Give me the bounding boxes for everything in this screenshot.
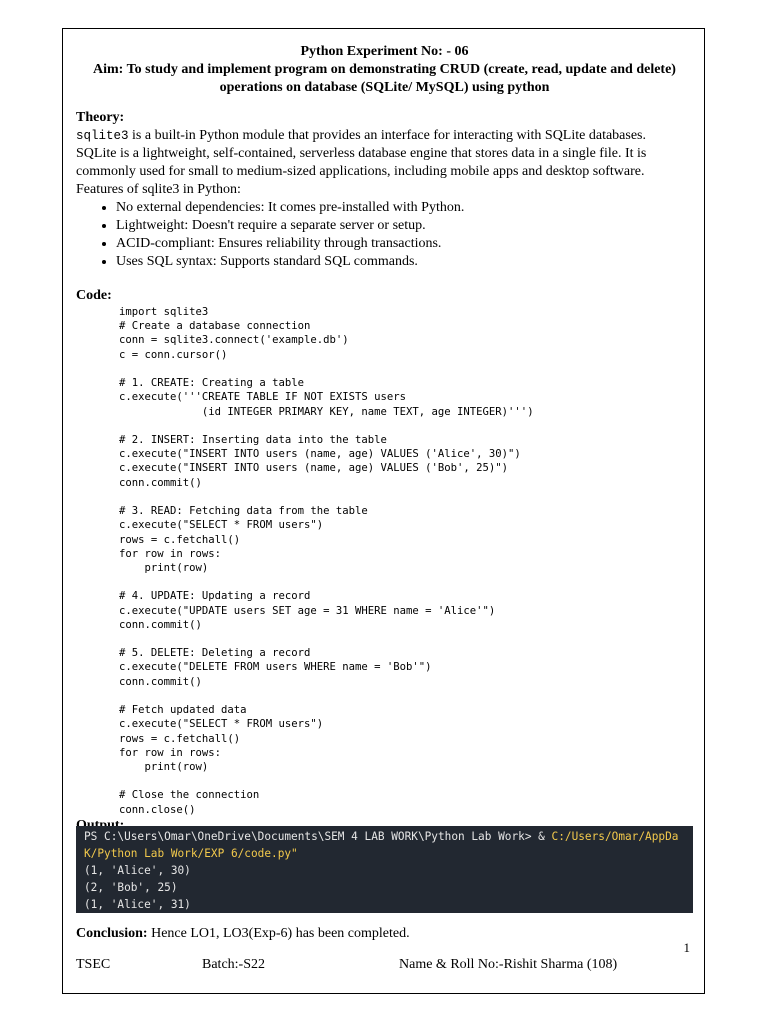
document-content bbox=[76, 43, 693, 835]
terminal-command bbox=[84, 828, 693, 845]
terminal-result-line: (1, 'Alice', 30) bbox=[84, 864, 191, 877]
feature-item: • ACID-compliant: Ensures reliability through transactions. bbox=[116, 235, 693, 253]
page-footer bbox=[76, 957, 676, 975]
code-block: import sqlite3 # Create a database connection conn = sqlite3.connect('example.db') c = conn.cursor() # 1. CREATE: Creating a table c.execute('''CREATE TABLE IF NOT EXISTS users (id INTEGER PRIMARY KEY, name TEXT, age INTEGER)''') # 2. INSERT: Inserting data into the table c.execute("INSERT INTO users (name, age) VALUES ('Alice', 30)") c.execute("INSERT INTO users (name, age) VALUES ('Bob', 25)") conn.commit() # 3. READ: Fetching data from the table c.execute("SELECT * FROM users") rows = c.fetchall() for row in rows: print(row) # 4. UPDATE: Updating a record c.execute("UPDATE users SET age = 31 WHERE name = 'Alice'") conn.commit() # 5. DELETE: Deleting a record c.execute("DELETE FROM users WHERE name = 'Bob'") conn.commit() # Fetch updated data c.execute("SELECT * FROM users") rows = c.fetchall() for row in rows: print(row) # Close the connection conn.close() bbox=[119, 306, 534, 816]
features-heading: Features of sqlite3 in Python: bbox=[76, 182, 241, 197]
aim-line-1: Aim: To study and implement program on demonstrating CRUD (create, read, update and delete) bbox=[93, 62, 676, 77]
feature-item: • No external dependencies: It comes pre-installed with Python. bbox=[116, 199, 693, 217]
conclusion-text: Hence LO1, LO3(Exp-6) has been completed. bbox=[147, 926, 410, 941]
conclusion-label: Conclusion: bbox=[76, 926, 148, 941]
terminal-output bbox=[76, 826, 693, 913]
theory-intro bbox=[76, 127, 693, 145]
terminal-path: C:/Users/Omar/AppDa bbox=[551, 830, 679, 843]
theory-heading: Theory: bbox=[76, 110, 125, 125]
terminal-prompt: PS C:\Users\Omar\OneDrive\Documents\SEM 4 LAB WORK\Python Lab Work> & bbox=[84, 830, 552, 843]
experiment-title: Python Experiment No: - 06 bbox=[300, 44, 469, 59]
footer-institute: TSEC bbox=[76, 957, 111, 972]
document-page bbox=[62, 28, 705, 994]
aim-line-2: operations on database (SQLite/ MySQL) using python bbox=[219, 80, 550, 95]
module-name: sqlite3 bbox=[76, 129, 129, 143]
conclusion bbox=[76, 925, 410, 943]
code-heading: Code: bbox=[76, 288, 112, 303]
terminal-path-continuation: K/Python Lab Work/EXP 6/code.py" bbox=[84, 847, 298, 860]
terminal-result-line: (2, 'Bob', 25) bbox=[84, 881, 178, 894]
document-title bbox=[76, 43, 693, 97]
features-list bbox=[76, 199, 693, 271]
theory-line-2: SQLite is a lightweight, self-contained, serverless database engine that stores data in a single file. It is bbox=[76, 146, 647, 161]
page-number: 1 bbox=[683, 940, 690, 955]
feature-item: • Lightweight: Doesn't require a separate server or setup. bbox=[116, 217, 693, 235]
terminal-result-line: (1, 'Alice', 31) bbox=[84, 898, 191, 911]
footer-name-roll: Name & Roll No:-Rishit Sharma (108) bbox=[399, 957, 618, 972]
theory-intro-text: is a built-in Python module that provides an interface for interacting with SQLite databases. bbox=[128, 128, 646, 143]
theory-line-3: commonly used for small to medium-sized applications, including mobile apps and desktop software. bbox=[76, 164, 645, 179]
footer-batch: Batch:-S22 bbox=[202, 957, 265, 972]
feature-item: • Uses SQL syntax: Supports standard SQL commands. bbox=[116, 253, 693, 271]
